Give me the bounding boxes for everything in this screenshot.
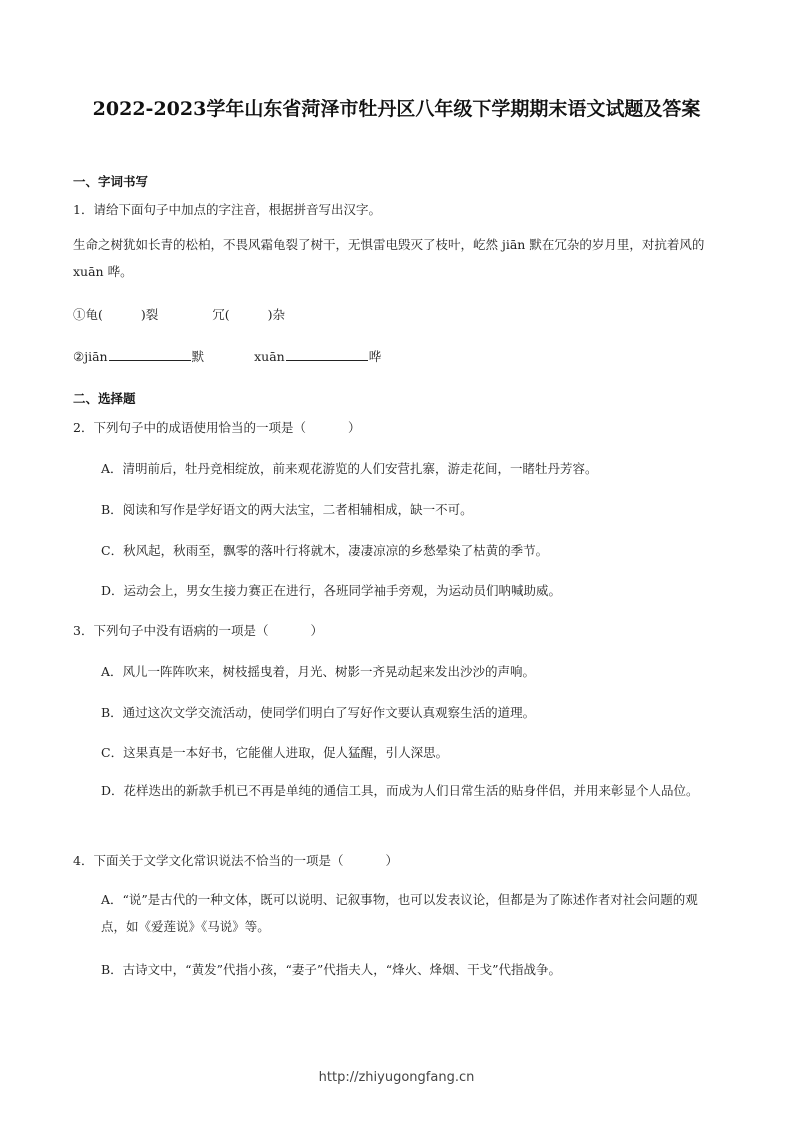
- item-2-part-c: xuān: [254, 349, 285, 364]
- item-1-part-a: ①龟(: [73, 307, 103, 322]
- question-4-stem-text: 4．下面关于文学文化常识说法不恰当的一项是（: [73, 853, 344, 868]
- item-2-part-a: ②jiān: [73, 349, 108, 364]
- question-4-stem: [73, 851, 398, 869]
- question-3-option-c: C．这果真是一本好书，它能催人进取，促人猛醒，引人深思。: [101, 745, 449, 760]
- page-title: 2022-2023学年山东省菏泽市牡丹区八年级下学期期末语文试题及答案: [92, 98, 701, 120]
- footer-url[interactable]: http://zhiyugongfang.cn: [318, 1070, 475, 1085]
- question-2-stem-text: 2．下列句子中的成语使用恰当的一项是（: [73, 420, 306, 435]
- answer-blank-2[interactable]: [286, 348, 368, 361]
- question-4-option-a: A．“说”是古代的一种文体，既可以说明、记叙事物，也可以发表议论，但都是为了陈述作者对社会问题的观点，如《爱莲说》《马说》等。: [101, 892, 698, 934]
- item-2-part-d: 哗: [368, 349, 382, 364]
- question-1-item-2: [73, 347, 381, 365]
- question-3-stem: [73, 621, 323, 639]
- question-1-item-1: [73, 305, 285, 323]
- item-1-part-c: 冗(: [212, 307, 230, 322]
- question-2-stem-close: ）: [347, 420, 361, 435]
- question-2-option-a: A．清明前后，牡丹竞相绽放，前来观花游览的人们安营扎寨，游走花间，一睹牡丹芳容。: [101, 461, 598, 476]
- question-4-option-b: B．古诗文中，“黄发”代指小孩，“妻子”代指夫人，“烽火、烽烟、干戈”代指战争。: [101, 962, 562, 977]
- question-2-option-b: B．阅读和写作是学好语文的两大法宝，二者相辅相成，缺一不可。: [101, 502, 473, 517]
- question-3-option-b: B．通过这次文学交流活动，使同学们明白了写好作文要认真观察生活的道理。: [101, 705, 536, 720]
- question-2-option-d: D．运动会上，男女生接力赛正在进行，各班同学袖手旁观，为运动员们呐喊助威。: [101, 583, 562, 598]
- question-3-stem-text: 3．下列句子中没有语病的一项是（: [73, 623, 269, 638]
- item-2-part-b: 默: [191, 349, 205, 364]
- question-1-passage: 生命之树犹如长青的松柏，不畏风霜龟裂了树干，无惧雷电毁灭了枝叶，屹然 jiān 默在冗杂的岁月里，对抗着风的 xuān 哗。: [73, 237, 705, 279]
- section-heading-writing: 一、字词书写: [73, 174, 149, 189]
- item-1-part-b: )裂: [140, 307, 159, 322]
- question-2-option-c: C．秋风起，秋雨至，飘零的落叶行将就木，凄凄凉凉的乡愁晕染了枯黄的季节。: [101, 543, 549, 558]
- question-4-stem-close: ）: [385, 853, 398, 868]
- question-3-option-a: A．风儿一阵阵吹来，树枝摇曳着，月光、树影一齐晃动起来发出沙沙的声响。: [101, 664, 536, 679]
- section-heading-choice: 二、选择题: [73, 391, 136, 406]
- answer-blank-1[interactable]: [109, 348, 191, 361]
- question-3-option-d: D．花样迭出的新款手机已不再是单纯的通信工具，而成为人们日常生活的贴身伴侣，并用来彰显个人品位。: [101, 783, 699, 798]
- question-2-stem: [73, 418, 360, 436]
- question-3-stem-close: ）: [310, 623, 323, 638]
- question-1-stem: 1．请给下面句子中加点的字注音，根据拼音写出汉字。: [73, 202, 381, 217]
- item-1-part-d: )杂: [267, 307, 286, 322]
